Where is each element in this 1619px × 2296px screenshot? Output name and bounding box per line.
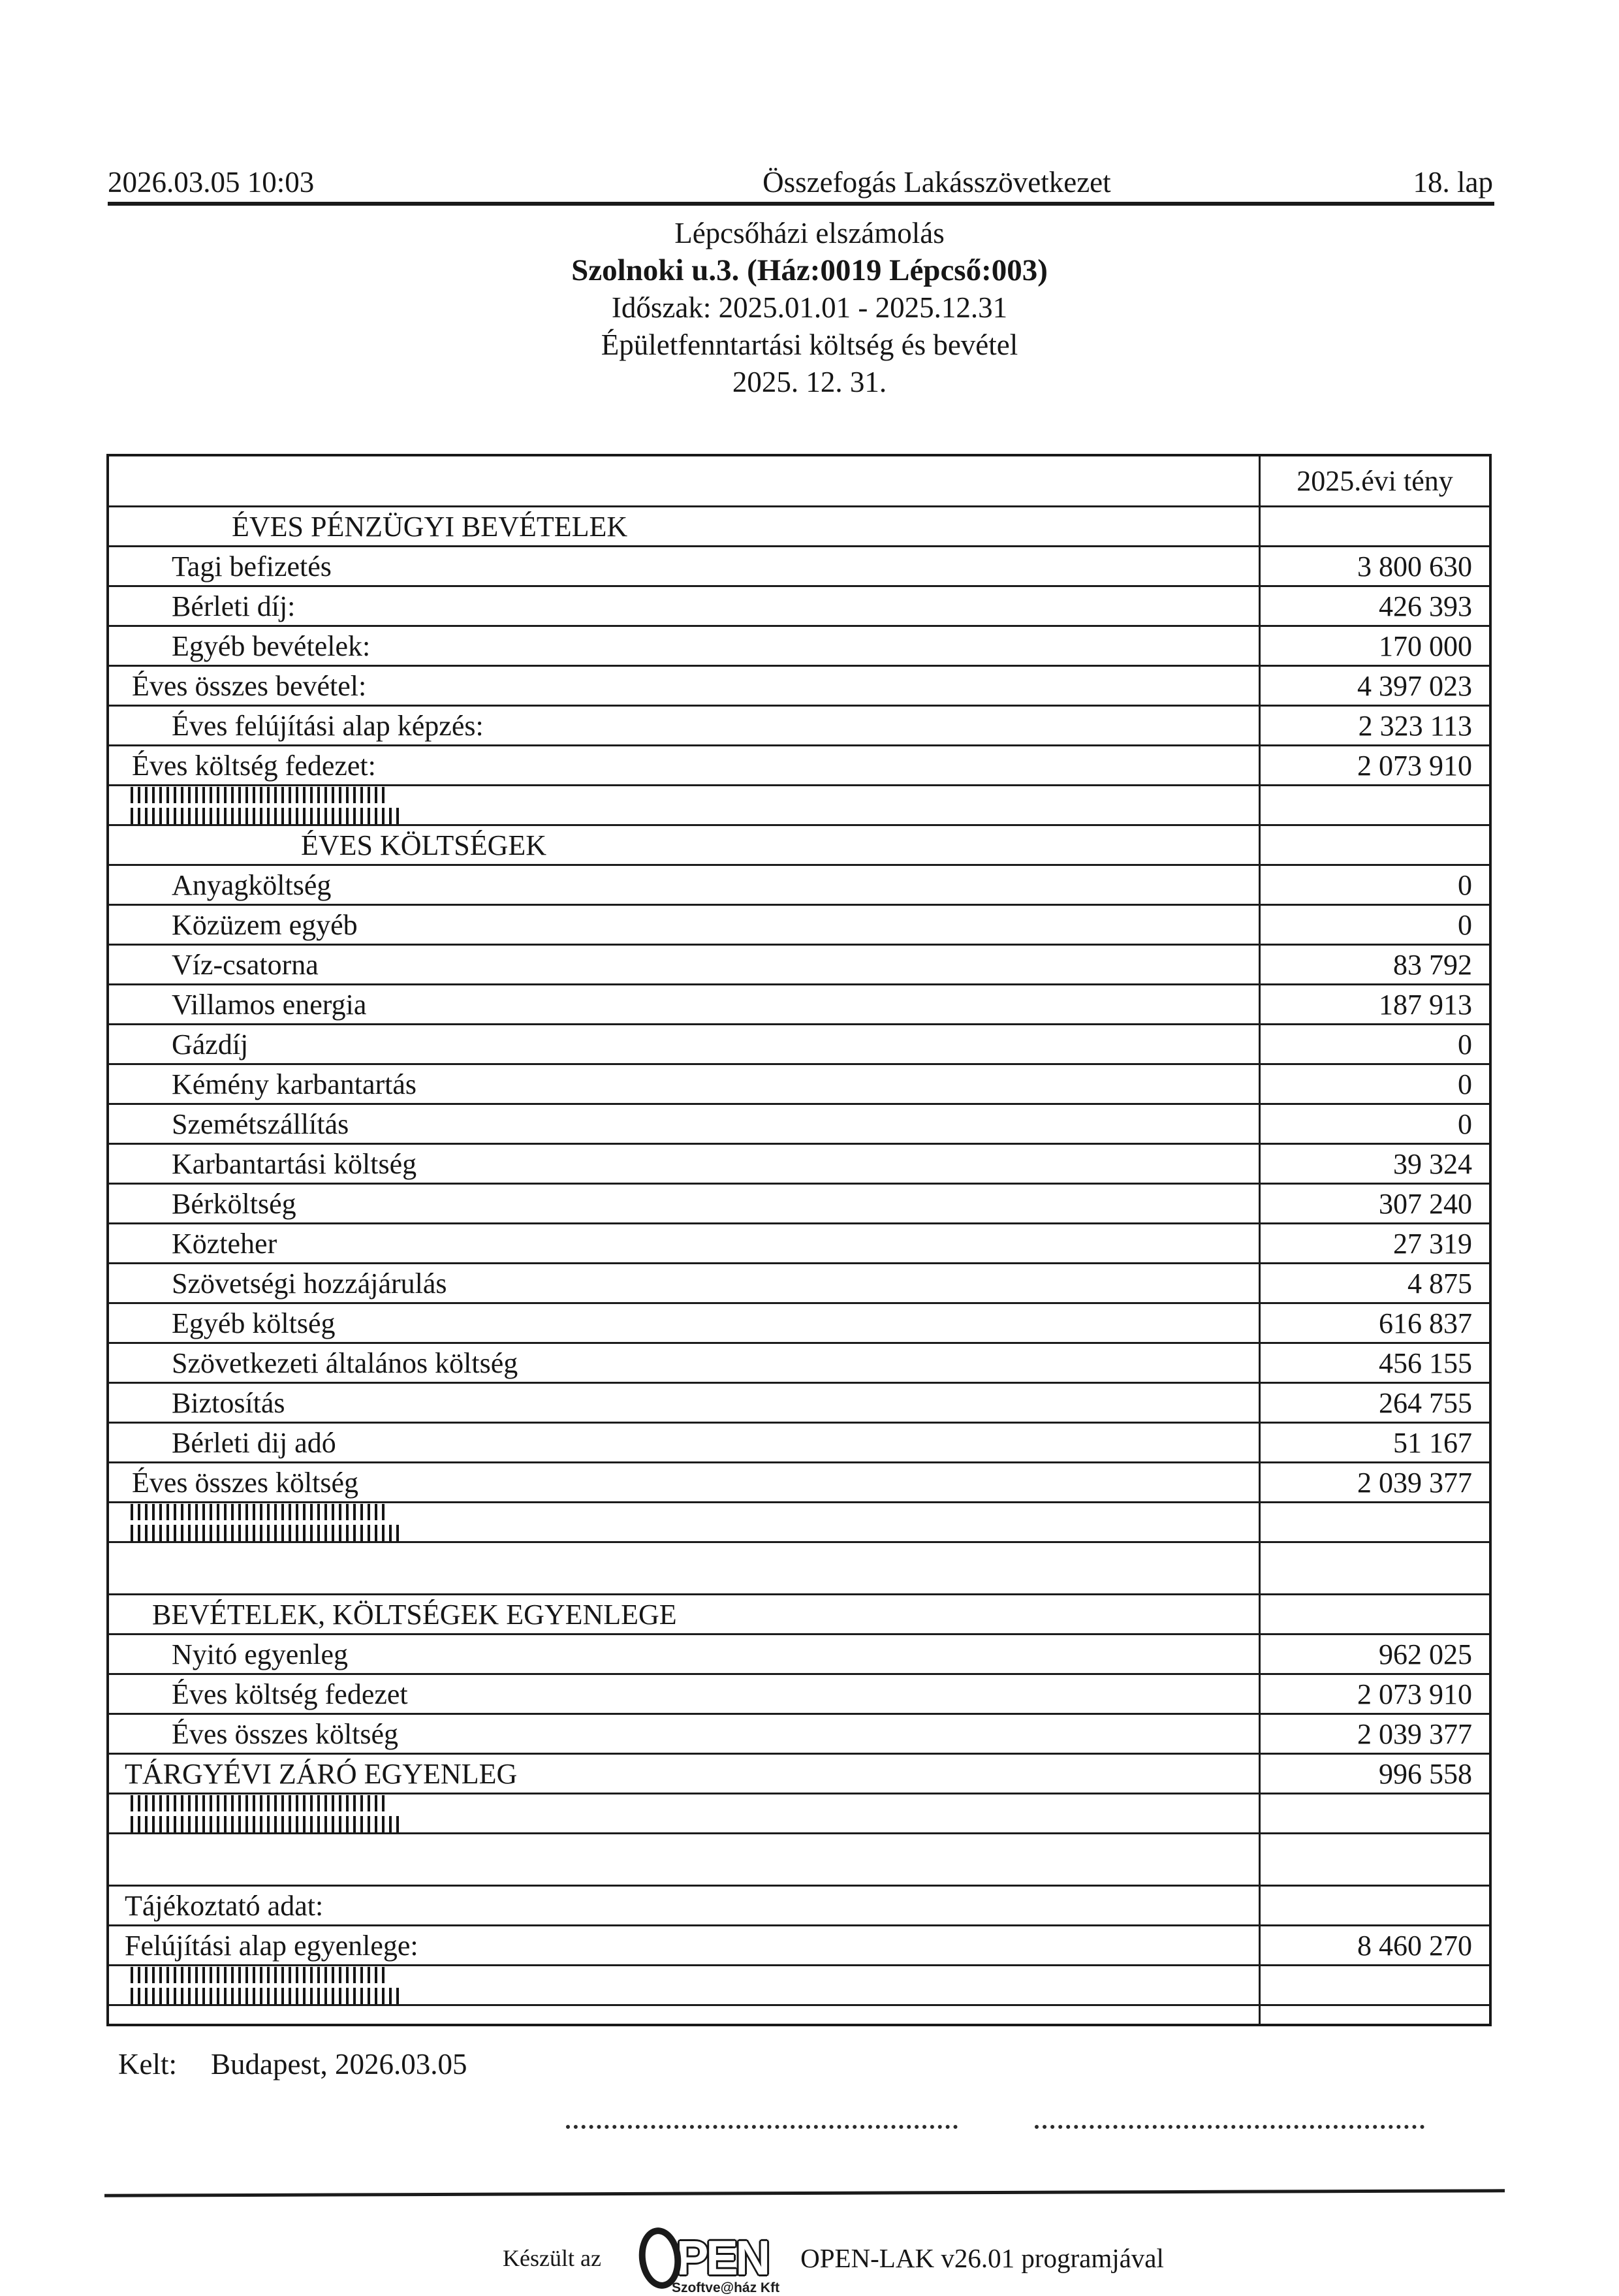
row-value: 0 (1259, 866, 1489, 904)
row-label: Tájékoztató adat: (125, 1889, 324, 1922)
table-row (109, 1424, 1489, 1463)
barcode-pattern (131, 1795, 400, 1832)
row-label: ÉVES PÉNZÜGYI BEVÉTELEK (232, 510, 628, 543)
row-label (109, 1966, 1259, 2004)
row-value (1259, 1595, 1489, 1633)
row-label: Éves költség fedezet (172, 1678, 408, 1710)
row-value: 0 (1259, 1065, 1489, 1103)
row-value: 4 875 (1259, 1264, 1489, 1302)
row-value: 2 323 113 (1259, 707, 1489, 744)
row-label (109, 1503, 1259, 1541)
table-row (109, 1185, 1489, 1224)
row-value: 51 167 (1259, 1424, 1489, 1461)
table-row (109, 1463, 1489, 1503)
row-value: 2 073 910 (1259, 746, 1489, 784)
table-row (109, 547, 1489, 587)
row-label: Bérleti díj: (172, 590, 296, 622)
logo-caption: Szoftve@ház Kft (671, 2280, 780, 2295)
table-row (109, 1794, 1489, 1834)
kelt-value: Budapest, 2026.03.05 (210, 2048, 467, 2081)
row-label: ÉVES KÖLTSÉGEK (301, 829, 547, 861)
row-value: 2 039 377 (1259, 1463, 1489, 1501)
row-value: 39 324 (1259, 1145, 1489, 1183)
row-label: Víz-csatorna (172, 948, 319, 981)
row-value: 264 755 (1259, 1384, 1489, 1422)
table-row (109, 1344, 1489, 1384)
row-value: 187 913 (1259, 985, 1489, 1023)
row-value (1259, 826, 1489, 864)
table-row (109, 707, 1489, 746)
table-row (109, 1503, 1489, 1543)
row-label: Biztosítás (172, 1386, 285, 1419)
row-label: Közüzem egyéb (172, 908, 358, 941)
row-label: Kémény karbantartás (172, 1068, 417, 1100)
table-row (109, 667, 1489, 707)
row-label: Villamos energia (172, 988, 367, 1021)
row-value (1259, 786, 1489, 824)
row-label (109, 456, 1259, 505)
printed-at: 2026.03.05 10:03 (108, 166, 315, 199)
table-row (109, 946, 1489, 985)
table-row (109, 507, 1489, 547)
row-value: 170 000 (1259, 627, 1489, 665)
row-label (109, 2006, 1259, 2024)
row-label: Karbantartási költség (172, 1147, 417, 1180)
row-value (1259, 1794, 1489, 1832)
table-row (109, 1926, 1489, 1966)
statement-table (106, 454, 1492, 2026)
table-row (109, 2006, 1489, 2024)
row-value (1259, 1834, 1489, 1885)
table-row (109, 1224, 1489, 1264)
table-row (109, 866, 1489, 906)
row-label (109, 1794, 1259, 1832)
credit-suffix: OPEN-LAK v26.01 programjával (800, 2243, 1164, 2273)
table-row (109, 786, 1489, 826)
row-value (1259, 1503, 1489, 1541)
row-label: Anyagköltség (172, 869, 332, 901)
row-label: Bérköltség (172, 1187, 296, 1220)
row-label: Éves felújítási alap képzés: (172, 709, 484, 742)
row-label: Szövetkezeti általános költség (172, 1347, 518, 1379)
header-rule (108, 202, 1494, 206)
title-block (0, 215, 1619, 401)
table-row (109, 826, 1489, 866)
barcode-pattern (131, 1967, 400, 2004)
row-value: 996 558 (1259, 1755, 1489, 1793)
table-row (109, 1595, 1489, 1635)
report-title: Lépcsőházi elszámolás (674, 217, 945, 249)
row-value: 2 039 377 (1259, 1715, 1489, 1753)
table-row (109, 1834, 1489, 1887)
table-row (109, 587, 1489, 627)
row-label (109, 1543, 1259, 1593)
row-label: Éves összes költség (132, 1466, 359, 1499)
table-row (109, 1304, 1489, 1344)
kelt-label: Kelt: (118, 2048, 177, 2081)
row-label: BEVÉTELEK, KÖLTSÉGEK EGYENLEGE (152, 1598, 677, 1631)
subtitle-line: Épületfenntartási költség és bevétel (601, 328, 1018, 361)
row-value (1259, 1543, 1489, 1593)
table-row (109, 1966, 1489, 2006)
row-label (109, 1834, 1259, 1885)
row-label: Nyitó egyenleg (172, 1638, 349, 1670)
table-row (109, 1065, 1489, 1105)
signature-dotted-line-2 (1035, 2121, 1424, 2129)
barcode-pattern (131, 1504, 400, 1541)
row-label: Éves költség fedezet: (132, 749, 376, 782)
row-value: 83 792 (1259, 946, 1489, 983)
row-label: Egyéb költség (172, 1307, 336, 1339)
row-value: 962 025 (1259, 1635, 1489, 1673)
row-value (1259, 2006, 1489, 2024)
building-title: Szolnoki u.3. (Ház:0019 Lépcső:003) (571, 253, 1048, 287)
row-label: Gázdíj (172, 1028, 249, 1060)
table-row (109, 1887, 1489, 1926)
table-row (109, 1635, 1489, 1675)
row-value: 426 393 (1259, 587, 1489, 625)
signature-dotted-line-1 (566, 2121, 958, 2129)
row-label: Felújítási alap egyenlege: (125, 1929, 418, 1962)
table-row (109, 1384, 1489, 1424)
row-value (1259, 1966, 1489, 2004)
organization-name: Összefogás Lakásszövetkezet (762, 166, 1111, 199)
kelt-line (118, 2047, 467, 2081)
table-row (109, 1755, 1489, 1794)
row-label: Szövetségi hozzájárulás (172, 1267, 447, 1299)
footer-rule (104, 2189, 1505, 2197)
open-logo (639, 2225, 780, 2295)
row-value: 8 460 270 (1259, 1926, 1489, 1964)
table-row (109, 456, 1489, 507)
table-row (109, 627, 1489, 667)
date-line: 2025. 12. 31. (732, 366, 887, 398)
period-line: Időszak: 2025.01.01 - 2025.12.31 (611, 291, 1008, 324)
row-value: 2 073 910 (1259, 1675, 1489, 1713)
row-label: Közteher (172, 1227, 277, 1260)
row-value: 27 319 (1259, 1224, 1489, 1262)
row-value: 0 (1259, 1105, 1489, 1143)
row-value: 307 240 (1259, 1185, 1489, 1222)
row-value: 3 800 630 (1259, 547, 1489, 585)
table-row (109, 1025, 1489, 1065)
row-label: TÁRGYÉVI ZÁRÓ EGYENLEG (125, 1757, 518, 1790)
row-value: 4 397 023 (1259, 667, 1489, 705)
logo-pen: PEN (676, 2231, 768, 2285)
table-row (109, 985, 1489, 1025)
row-label: Bérleti dij adó (172, 1426, 336, 1459)
row-label: Éves összes költség (172, 1717, 399, 1750)
credit-prefix: Készült az (503, 2245, 601, 2271)
row-value: 0 (1259, 906, 1489, 944)
row-value: 616 837 (1259, 1304, 1489, 1342)
row-value (1259, 1887, 1489, 1924)
table-row (109, 1715, 1489, 1755)
row-label: Szemétszállítás (172, 1108, 349, 1140)
row-label (109, 786, 1259, 824)
table-row (109, 1675, 1489, 1715)
page-header (108, 166, 1493, 199)
barcode-pattern (131, 787, 400, 824)
table-row (109, 1145, 1489, 1185)
table-row (109, 906, 1489, 946)
credit-line (503, 2225, 1164, 2295)
table-row (109, 1264, 1489, 1304)
row-value (1259, 507, 1489, 545)
page-number: 18. lap (1413, 166, 1493, 199)
row-label: Egyéb bevételek: (172, 630, 371, 662)
table-row (109, 1543, 1489, 1595)
row-label: Éves összes bevétel: (132, 669, 367, 702)
row-value: 2025.évi tény (1259, 456, 1489, 505)
row-label: Tagi befizetés (172, 550, 332, 582)
table-row (109, 746, 1489, 786)
row-value: 0 (1259, 1025, 1489, 1063)
row-value: 456 155 (1259, 1344, 1489, 1382)
table-row (109, 1105, 1489, 1145)
